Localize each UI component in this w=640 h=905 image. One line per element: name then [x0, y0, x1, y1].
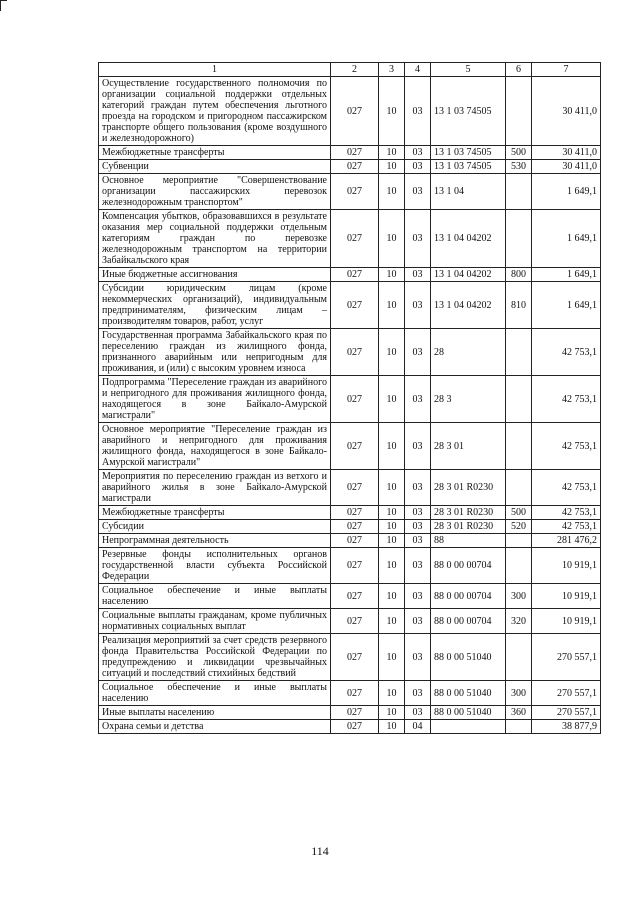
grbs-cell: 027: [331, 706, 379, 720]
row-name-cell: Иные выплаты населению: [99, 706, 331, 720]
table-row: [99, 376, 601, 423]
table-row: [99, 506, 601, 520]
expense-type-cell: 360: [506, 706, 532, 720]
table-row: [99, 634, 601, 681]
table-header: [99, 63, 601, 77]
subsection-cell: 03: [405, 548, 431, 584]
expense-type-cell: [506, 720, 532, 734]
expense-type-cell: [506, 329, 532, 376]
subsection-cell: 03: [405, 376, 431, 423]
subsection-cell: 03: [405, 584, 431, 609]
expense-type-cell: [506, 534, 532, 548]
table-row: [99, 77, 601, 146]
subsection-cell: 03: [405, 706, 431, 720]
row-name-cell: Межбюджетные трансферты: [99, 146, 331, 160]
grbs-cell: 027: [331, 720, 379, 734]
amount-cell: 30 411,0: [532, 160, 601, 174]
target-article-cell: 28 3 01 R0230: [431, 470, 506, 506]
header-cell: 6: [506, 63, 532, 77]
target-article-cell: 13 1 04 04202: [431, 282, 506, 329]
table-row: [99, 160, 601, 174]
row-name-cell: Иные бюджетные ассигнования: [99, 268, 331, 282]
expense-type-cell: 800: [506, 268, 532, 282]
subsection-cell: 03: [405, 210, 431, 268]
amount-cell: 42 753,1: [532, 376, 601, 423]
target-article-cell: 88 0 00 00704: [431, 609, 506, 634]
grbs-cell: 027: [331, 146, 379, 160]
grbs-cell: 027: [331, 470, 379, 506]
section-cell: 10: [379, 470, 405, 506]
expense-type-cell: 320: [506, 609, 532, 634]
table-row: [99, 706, 601, 720]
target-article-cell: 13 1 04 04202: [431, 268, 506, 282]
amount-cell: 42 753,1: [532, 423, 601, 470]
expense-type-cell: [506, 548, 532, 584]
subsection-cell: 03: [405, 423, 431, 470]
subsection-cell: 03: [405, 268, 431, 282]
expense-type-cell: 300: [506, 681, 532, 706]
amount-cell: 1 649,1: [532, 282, 601, 329]
section-cell: 10: [379, 376, 405, 423]
header-cell: 4: [405, 63, 431, 77]
section-cell: 10: [379, 210, 405, 268]
header-cell: 5: [431, 63, 506, 77]
row-name-cell: Социальное обеспечение и иные выплаты населению: [99, 681, 331, 706]
target-article-cell: 13 1 03 74505: [431, 160, 506, 174]
row-name-cell: Резервные фонды исполнительных органов государственной власти субъекта Российской Федерации: [99, 548, 331, 584]
target-article-cell: [431, 720, 506, 734]
table-row: [99, 534, 601, 548]
target-article-cell: 13 1 03 74505: [431, 77, 506, 146]
subsection-cell: 03: [405, 329, 431, 376]
table-row: [99, 548, 601, 584]
row-name-cell: Социальное обеспечение и иные выплаты населению: [99, 584, 331, 609]
row-name-cell: Субсидии: [99, 520, 331, 534]
section-cell: 10: [379, 584, 405, 609]
target-article-cell: 28 3 01: [431, 423, 506, 470]
section-cell: 10: [379, 681, 405, 706]
row-name-cell: Охрана семьи и детства: [99, 720, 331, 734]
grbs-cell: 027: [331, 423, 379, 470]
grbs-cell: 027: [331, 174, 379, 210]
amount-cell: 38 877,9: [532, 720, 601, 734]
section-cell: 10: [379, 268, 405, 282]
table-row: [99, 146, 601, 160]
crop-mark: [0, 0, 7, 11]
amount-cell: 42 753,1: [532, 329, 601, 376]
table-row: [99, 423, 601, 470]
grbs-cell: 027: [331, 584, 379, 609]
section-cell: 10: [379, 706, 405, 720]
amount-cell: 281 476,2: [532, 534, 601, 548]
grbs-cell: 027: [331, 77, 379, 146]
header-row: [99, 63, 601, 77]
section-cell: 10: [379, 160, 405, 174]
expense-type-cell: 500: [506, 506, 532, 520]
row-name-cell: Субсидии юридическим лицам (кроме некоммерческих организаций), индивидуальным предпринимателям, физическим лицам – производителям товаров, работ, услуг: [99, 282, 331, 329]
table-row: [99, 720, 601, 734]
amount-cell: 42 753,1: [532, 470, 601, 506]
subsection-cell: 03: [405, 681, 431, 706]
target-article-cell: 13 1 04 04202: [431, 210, 506, 268]
amount-cell: 270 557,1: [532, 634, 601, 681]
target-article-cell: 88 0 00 00704: [431, 584, 506, 609]
section-cell: 10: [379, 77, 405, 146]
row-name-cell: Межбюджетные трансферты: [99, 506, 331, 520]
section-cell: 10: [379, 548, 405, 584]
grbs-cell: 027: [331, 160, 379, 174]
row-name-cell: Социальные выплаты гражданам, кроме публичных нормативных социальных выплат: [99, 609, 331, 634]
amount-cell: 1 649,1: [532, 268, 601, 282]
amount-cell: 270 557,1: [532, 681, 601, 706]
header-cell: 7: [532, 63, 601, 77]
subsection-cell: 03: [405, 174, 431, 210]
header-cell: 1: [99, 63, 331, 77]
expense-type-cell: [506, 174, 532, 210]
table-row: [99, 681, 601, 706]
budget-table: [98, 62, 601, 734]
grbs-cell: 027: [331, 329, 379, 376]
target-article-cell: 28: [431, 329, 506, 376]
grbs-cell: 027: [331, 609, 379, 634]
subsection-cell: 03: [405, 634, 431, 681]
grbs-cell: 027: [331, 376, 379, 423]
expense-type-cell: 530: [506, 160, 532, 174]
row-name-cell: Компенсация убытков, образовавшихся в результате оказания мер социальной поддержки отдельным категориям граждан по перевозке железнодорожным транспортом на территории Забайкальского края: [99, 210, 331, 268]
grbs-cell: 027: [331, 210, 379, 268]
table-row: [99, 268, 601, 282]
subsection-cell: 03: [405, 470, 431, 506]
amount-cell: 1 649,1: [532, 174, 601, 210]
expense-type-cell: [506, 77, 532, 146]
target-article-cell: 13 1 03 74505: [431, 146, 506, 160]
table-row: [99, 609, 601, 634]
section-cell: 10: [379, 720, 405, 734]
target-article-cell: 88: [431, 534, 506, 548]
table-row: [99, 470, 601, 506]
section-cell: 10: [379, 520, 405, 534]
table-row: [99, 210, 601, 268]
subsection-cell: 03: [405, 77, 431, 146]
row-name-cell: Подпрограмма "Переселение граждан из аварийного и непригодного для проживания жилищного фонда, находящегося в зоне Байкало-Амурской магистрали": [99, 376, 331, 423]
target-article-cell: 28 3: [431, 376, 506, 423]
amount-cell: 270 557,1: [532, 706, 601, 720]
subsection-cell: 03: [405, 160, 431, 174]
target-article-cell: 28 3 01 R0230: [431, 520, 506, 534]
page-number: 114: [311, 844, 329, 858]
section-cell: 10: [379, 634, 405, 681]
subsection-cell: 03: [405, 506, 431, 520]
grbs-cell: 027: [331, 282, 379, 329]
expense-type-cell: [506, 210, 532, 268]
target-article-cell: 88 0 00 51040: [431, 706, 506, 720]
section-cell: 10: [379, 423, 405, 470]
grbs-cell: 027: [331, 534, 379, 548]
section-cell: 10: [379, 282, 405, 329]
target-article-cell: 28 3 01 R0230: [431, 506, 506, 520]
section-cell: 10: [379, 534, 405, 548]
target-article-cell: 13 1 04: [431, 174, 506, 210]
row-name-cell: Мероприятия по переселению граждан из ветхого и аварийного жилья в зоне Байкало-Амурской магистрали: [99, 470, 331, 506]
expense-type-cell: 300: [506, 584, 532, 609]
target-article-cell: 88 0 00 51040: [431, 681, 506, 706]
grbs-cell: 027: [331, 681, 379, 706]
expense-type-cell: 500: [506, 146, 532, 160]
expense-type-cell: [506, 376, 532, 423]
amount-cell: 10 919,1: [532, 584, 601, 609]
target-article-cell: 88 0 00 51040: [431, 634, 506, 681]
table-row: [99, 584, 601, 609]
section-cell: 10: [379, 329, 405, 376]
row-name-cell: Основное мероприятие "Совершенствование организации пассажирских перевозок железнодорожным транспортом": [99, 174, 331, 210]
expense-type-cell: 520: [506, 520, 532, 534]
subsection-cell: 03: [405, 146, 431, 160]
expense-type-cell: [506, 470, 532, 506]
row-name-cell: Осуществление государственного полномочия по организации социальной поддержки отдельных категорий граждан путем обеспечения льготного проезда на городском и пригородном пассажирском транспорте общего пользования (кроме воздушного и железнодорожного): [99, 77, 331, 146]
grbs-cell: 027: [331, 548, 379, 584]
table-body: [99, 77, 601, 734]
subsection-cell: 03: [405, 520, 431, 534]
amount-cell: 30 411,0: [532, 146, 601, 160]
header-cell: 2: [331, 63, 379, 77]
expense-type-cell: [506, 634, 532, 681]
grbs-cell: 027: [331, 268, 379, 282]
section-cell: 10: [379, 174, 405, 210]
row-name-cell: Непрограммная деятельность: [99, 534, 331, 548]
subsection-cell: 03: [405, 534, 431, 548]
grbs-cell: 027: [331, 506, 379, 520]
amount-cell: 10 919,1: [532, 548, 601, 584]
table-row: [99, 282, 601, 329]
amount-cell: 42 753,1: [532, 506, 601, 520]
row-name-cell: Реализация мероприятий за счет средств резервного фонда Правительства Российской Федерации по предупреждению и ликвидации чрезвычайных ситуаций и последствий стихийных бедствий: [99, 634, 331, 681]
header-cell: 3: [379, 63, 405, 77]
subsection-cell: 03: [405, 609, 431, 634]
target-article-cell: 88 0 00 00704: [431, 548, 506, 584]
section-cell: 10: [379, 609, 405, 634]
amount-cell: 1 649,1: [532, 210, 601, 268]
section-cell: 10: [379, 506, 405, 520]
row-name-cell: Основное мероприятие "Переселение граждан из аварийного и непригодного для проживания жилищного фонда, находящегося в зоне Байкало-Амурской магистрали": [99, 423, 331, 470]
table-row: [99, 520, 601, 534]
amount-cell: 30 411,0: [532, 77, 601, 146]
grbs-cell: 027: [331, 634, 379, 681]
row-name-cell: Государственная программа Забайкальского края по переселению граждан из жилищного фонда, признанного аварийным или непригодным для проживания, и (или) с высоким уровнем износа: [99, 329, 331, 376]
expense-type-cell: 810: [506, 282, 532, 329]
row-name-cell: Субвенции: [99, 160, 331, 174]
grbs-cell: 027: [331, 520, 379, 534]
subsection-cell: 04: [405, 720, 431, 734]
section-cell: 10: [379, 146, 405, 160]
amount-cell: 10 919,1: [532, 609, 601, 634]
table-row: [99, 174, 601, 210]
subsection-cell: 03: [405, 282, 431, 329]
amount-cell: 42 753,1: [532, 520, 601, 534]
table-row: [99, 329, 601, 376]
expense-type-cell: [506, 423, 532, 470]
